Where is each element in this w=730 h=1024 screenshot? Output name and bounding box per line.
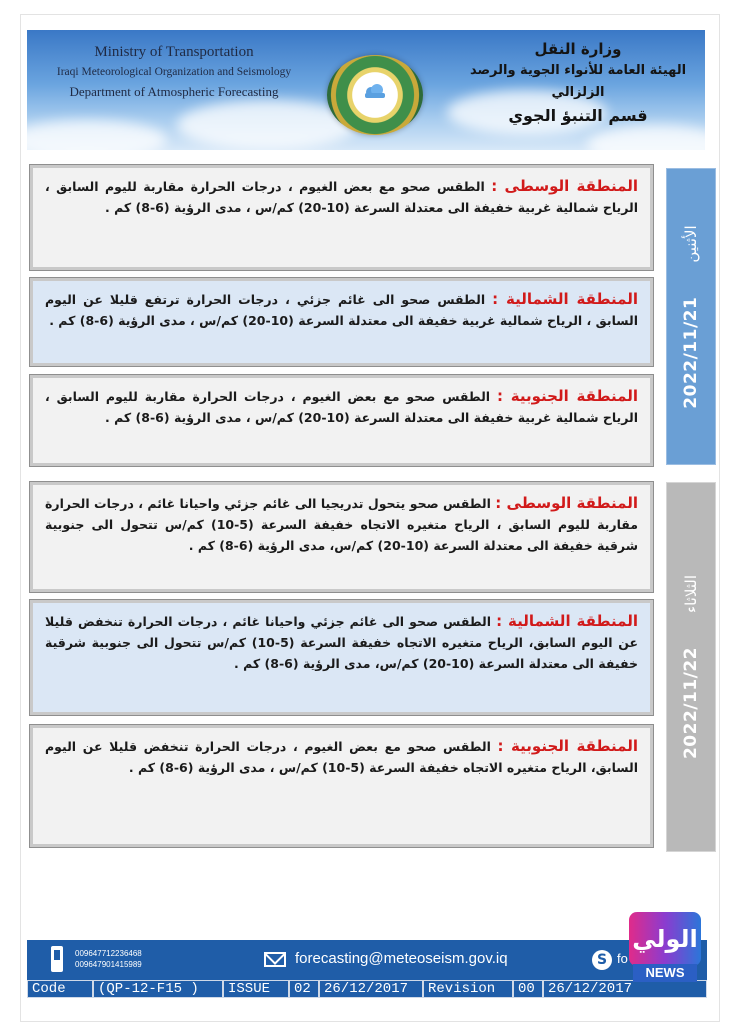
region-title: المنطقة الوسطى :	[495, 494, 638, 512]
english-header	[39, 42, 309, 102]
day2-south-forecast	[30, 725, 653, 847]
code-label: Code	[27, 980, 93, 998]
region-title: المنطقة الوسطى :	[491, 177, 638, 195]
day1-weekday: الأثنين	[682, 224, 700, 263]
forecast-text: الطقس صحو مع بعض الغيوم ، درجات الحرارة مقاربة لليوم السابق ، الرياح شمالية غربية خفيفة الى معتدلة السرعة (10-20) كم/س ، مدى الرؤية (6-8) كم .	[45, 389, 638, 425]
forecast-text: الطقس صحو مع بعض الغيوم ، درجات الحرارة مقاربة لليوم السابق ، الرياح شمالية غربية خفيفة الى معتدلة السرعة (10-20) كم/س ، مدى الرؤية (6-8) كم .	[45, 179, 638, 215]
day1-north-forecast	[30, 278, 653, 366]
revision-label: Revision	[423, 980, 513, 998]
forecast-text: الطقس صحو الى غائم جزئي واحيانا غائم ، درجات الحرارة تنخفض قليلا عن اليوم السابق، الرياح متغيره الاتجاه خفيفة السرعة (5-10) كم/س تتحول الى جنوبية شرقية خفيفة الى معتدلة السرعة (10-20) كم/س، مدى الرؤية (6-8) كم .	[45, 614, 638, 671]
phone-icon	[51, 946, 63, 972]
forecast-text: الطقس صحو الى غائم جزئي ، درجات الحرارة ترتفع قليلا عن اليوم السابق ، الرياح شمالية غربية خفيفة الى معتدلة السرعة (10-20) كم/س ، مدى الرؤية (6-8) كم .	[45, 292, 638, 328]
skype-handle: fo	[617, 951, 628, 966]
department-name-en: Department of Atmospheric Forecasting	[69, 84, 279, 99]
organization-name-en: Iraqi Meteorological Organization and Seismology	[56, 66, 292, 78]
phone-number-2: 009647901415989	[75, 960, 142, 969]
phone-number-1: 009647712236468	[75, 949, 142, 958]
organization-name-ar: الهيئة العامة للأنواء الجوية والرصد الزلزالي	[469, 63, 687, 100]
department-name-ar: قسم التنبؤ الجوي	[508, 106, 648, 125]
ministry-name-ar: وزارة النقل	[534, 40, 622, 58]
region-title: المنطقة الشمالية :	[496, 612, 638, 630]
issue-number: 02	[289, 980, 319, 998]
day1-date: 2022/11/21	[681, 296, 701, 409]
day2-weekday: الثلاثاء	[682, 574, 700, 613]
news-watermark-logo	[629, 912, 701, 984]
email-address[interactable]: forecasting@meteoseism.gov.iq	[295, 950, 508, 967]
day1-south-forecast	[30, 375, 653, 466]
revision-date: 26/12/2017	[543, 980, 707, 998]
day2-central-forecast	[30, 482, 653, 592]
ministry-name-en: Ministry of Transportation	[94, 44, 254, 60]
issue-label: ISSUE	[223, 980, 289, 998]
arabic-header	[463, 38, 693, 128]
document-code-bar	[27, 980, 707, 998]
issue-date: 26/12/2017	[319, 980, 423, 998]
header-banner	[27, 30, 705, 150]
watermark-news: NEWS	[633, 964, 697, 982]
forecast-text: الطقس صحو يتحول تدريجيا الى غائم جزئي واحيانا غائم ، درجات الحرارة مقاربة لليوم السابق ، الرياح متغيره الاتجاه خفيفة السرعة (5-10) كم/س تتحول الى جنوبية شرقية خفيفة الى معتدلة السرعة (10-20) كم/س، مدى الرؤية (6-8) كم .	[45, 496, 638, 553]
phone-numbers	[75, 948, 142, 970]
watermark-title: الولي	[629, 912, 701, 966]
cloud-logo-icon	[362, 84, 388, 100]
forecast-text: الطقس صحو مع بعض الغيوم ، درجات الحرارة تنخفض قليلا عن اليوم السابق، الرياح متغيره الاتجاه خفيفة السرعة (5-10) كم/س ، مدى الرؤية (6-8) كم .	[45, 739, 638, 775]
revision-number: 00	[513, 980, 543, 998]
skype-icon: S	[592, 950, 612, 970]
day1-date-tab	[666, 168, 716, 465]
day1-central-forecast	[30, 165, 653, 270]
day2-date: 2022/11/22	[681, 646, 701, 760]
region-title: المنطقة الجنوبية :	[497, 387, 638, 405]
footer-contact-bar	[27, 940, 707, 980]
region-title: المنطقة الشمالية :	[492, 290, 638, 308]
code-value: (QP-12-F15 )	[93, 980, 223, 998]
region-title: المنطقة الجنوبية :	[497, 737, 638, 755]
day2-north-forecast	[30, 600, 653, 715]
email-icon	[264, 952, 286, 967]
organization-logo	[327, 55, 423, 135]
day2-date-tab	[666, 482, 716, 852]
